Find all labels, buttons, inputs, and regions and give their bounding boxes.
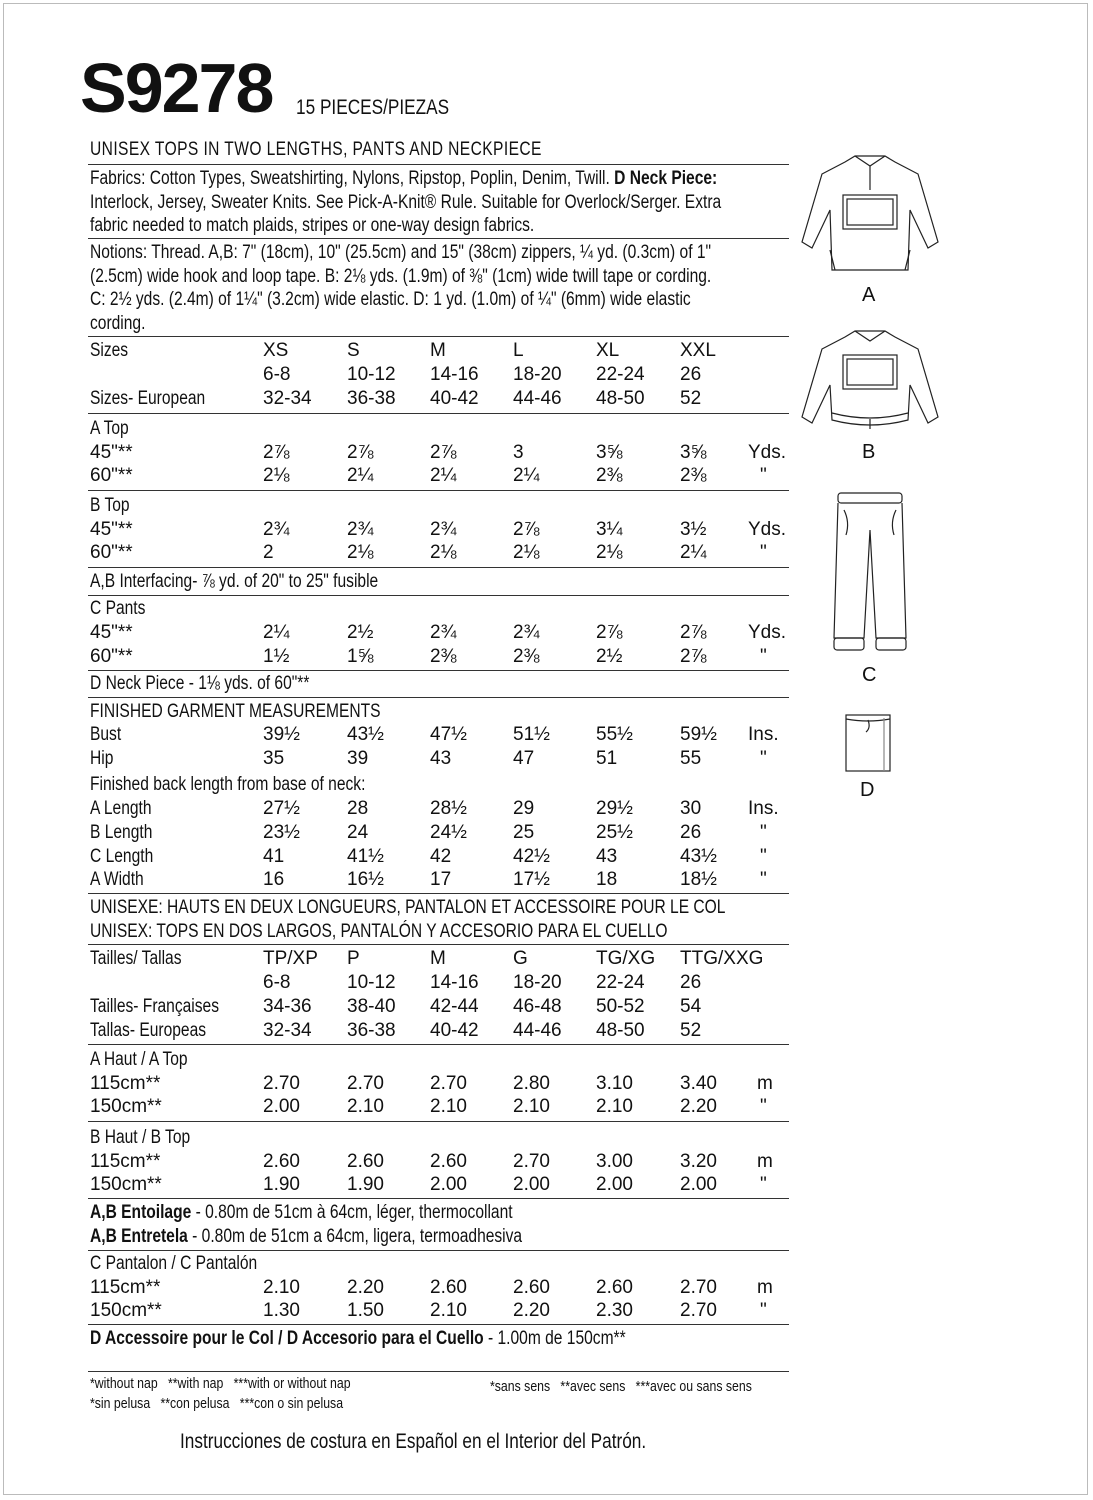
divider: [88, 1324, 789, 1325]
a-top-45-row: 45"** 2⅞ 2⅞ 2⅞ 3 3⅝ 3⅝ Yds.: [90, 442, 787, 463]
c-pants-heading: C Pants: [90, 598, 146, 619]
view-c-pants-illustration: [830, 490, 910, 660]
view-label-a: A: [862, 284, 876, 306]
metric-a-top-150-row: 150cm** 2.00 2.10 2.10 2.10 2.10 2.20 ": [90, 1096, 767, 1117]
view-label-b: B: [862, 441, 876, 463]
neck-piece-row: D Neck Piece - 1⅛ yds. of 60"**: [90, 673, 310, 694]
metric-numbers-row: 6-8 10-12 14-16 18-20 22-24 26: [263, 972, 702, 993]
bust-row: Bust 39½ 43½ 47½ 51½ 55½ 59½ Ins.: [90, 724, 779, 745]
metric-b-top-115-row: 115cm** 2.60 2.60 2.60 2.70 3.00 3.20 m: [90, 1151, 773, 1172]
divider: [88, 490, 789, 491]
view-label-d: D: [860, 779, 875, 801]
sizes-number-row: 6-8 10-12 14-16 18-20 22-24 26: [263, 364, 702, 385]
notions-block: Notions: Thread. A,B: 7" (18cm), 10" (25.5cm) and 15" (38cm) zippers, ¼ yd. (0.3cm) of 1" (2.5cm) wide hook and loop tape. B: 2⅛ yds. (1.9m) of ⅜" (1cm) wide twill tape or cording. C: 2½ yds. (2.4m) of 1¼" (3.2cm) wide elastic. D: 1 yd. (1.0m) of ¼" (6mm) wide elastic cording.: [90, 242, 712, 334]
divider: [88, 567, 789, 568]
metric-c-pants-115-row: 115cm** 2.10 2.20 2.60 2.60 2.60 2.70 m: [90, 1277, 773, 1298]
neck-accessory-row: D Accessoire pour le Col / D Accesorio para el Cuello - 1.00m de 150cm**: [90, 1328, 626, 1349]
metric-sizes-row: Tailles/ Tallas TP/XP P M G TG/XG TTG/XXG: [90, 948, 764, 969]
divider: [88, 336, 789, 337]
a-top-heading: A Top: [90, 418, 129, 439]
hip-row: Hip 35 39 43 47 51 55 ": [90, 748, 767, 769]
entretela-row: A,B Entretela - 0.80m de 51cm a 64cm, ligera, termoadhesiva: [90, 1226, 523, 1247]
back-length-heading: Finished back length from base of neck:: [90, 774, 366, 795]
sizes-row: Sizes XS S M L XL XXL: [90, 340, 716, 361]
b-top-60-row: 60"** 2 2⅛ 2⅛ 2⅛ 2⅛ 2¼ ": [90, 542, 767, 563]
divider: [88, 595, 789, 596]
fabrics-block: Fabrics: Cotton Types, Sweatshirting, Nylons, Ripstop, Poplin, Denim, Twill. D Neck Piece: Interlock, Jersey, Sweater Knits. See Pick-A-Knit® Rule. Suitable for Overlock/Serger. Extra fabric needed to match plaids, stripes or one-way design fabrics.: [90, 168, 722, 236]
divider: [88, 1044, 789, 1045]
metric-b-top-150-row: 150cm** 1.90 1.90 2.00 2.00 2.00 2.00 ": [90, 1174, 767, 1195]
b-length-row: B Length 23½ 24 24½ 25 25½ 26 ": [90, 822, 767, 843]
spanish-instructions-note: Instrucciones de costura en Español en el Interior del Patrón.: [180, 1430, 647, 1453]
a-width-row: A Width 16 16½ 17 17½ 18 18½ ": [90, 869, 767, 890]
b-top-heading: B Top: [90, 495, 130, 516]
divider: [88, 238, 789, 239]
view-label-c: C: [862, 664, 877, 686]
divider: [88, 1250, 789, 1251]
piece-count: 15 PIECES/PIEZAS: [296, 96, 450, 119]
divider: [88, 1371, 789, 1372]
entoilage-row: A,B Entoilage - 0.80m de 51cm à 64cm, léger, thermocollant: [90, 1202, 513, 1223]
view-a-top-illustration: [800, 150, 940, 280]
view-b-top-illustration: [800, 325, 940, 435]
metric-title-es: UNISEX: TOPS EN DOS LARGOS, PANTALÓN Y ACCESORIO PARA EL CUELLO: [90, 921, 668, 942]
divider: [88, 1121, 789, 1122]
finished-heading: FINISHED GARMENT MEASUREMENTS: [90, 701, 381, 722]
metric-c-pants-150-row: 150cm** 1.30 1.50 2.10 2.20 2.30 2.70 ": [90, 1300, 767, 1321]
divider: [88, 1198, 789, 1199]
divider: [88, 164, 789, 165]
view-d-neckpiece-illustration: [840, 710, 900, 780]
metric-b-top-heading: B Haut / B Top: [90, 1127, 191, 1148]
footnotes-en: *without nap **with nap ***with or without nap: [90, 1375, 351, 1392]
b-top-45-row: 45"** 2¾ 2¾ 2¾ 2⅞ 3¼ 3½ Yds.: [90, 519, 787, 540]
tailles-francaises-row: Tailles- Françaises 34-36 38-40 42-44 46-48 50-52 54: [90, 996, 702, 1017]
divider: [88, 413, 789, 414]
a-top-60-row: 60"** 2⅛ 2¼ 2¼ 2¼ 2⅜ 2⅜ ": [90, 465, 767, 486]
metric-c-pants-heading: C Pantalon / C Pantalón: [90, 1253, 258, 1274]
divider: [88, 670, 789, 671]
a-length-row: A Length 27½ 28 28½ 29 29½ 30 Ins.: [90, 798, 779, 819]
interfacing-row: A,B Interfacing- ⅞ yd. of 20" to 25" fusible: [90, 571, 379, 592]
pattern-title: UNISEX TOPS IN TWO LENGTHS, PANTS AND NECKPIECE: [90, 139, 542, 160]
c-length-row: C Length 41 41½ 42 42½ 43 43½ ": [90, 846, 767, 867]
sizes-european-row: Sizes- European 32-34 36-38 40-42 44-46 48-50 52: [90, 388, 702, 409]
metric-a-top-115-row: 115cm** 2.70 2.70 2.70 2.80 3.10 3.40 m: [90, 1073, 773, 1094]
tallas-europeas-row: Tallas- Europeas 32-34 36-38 40-42 44-46 48-50 52: [90, 1020, 702, 1041]
footnotes-fr: *sans sens **avec sens ***avec ou sans sens: [490, 1378, 752, 1395]
divider: [88, 697, 789, 698]
c-pants-60-row: 60"** 1½ 1⅝ 2⅜ 2⅜ 2½ 2⅞ ": [90, 646, 767, 667]
metric-title-fr: UNISEXE: HAUTS EN DEUX LONGUEURS, PANTALON ET ACCESSOIRE POUR LE COL: [90, 897, 726, 918]
c-pants-45-row: 45"** 2¼ 2½ 2¾ 2¾ 2⅞ 2⅞ Yds.: [90, 622, 787, 643]
divider: [88, 893, 789, 894]
divider: [88, 944, 789, 945]
metric-a-top-heading: A Haut / A Top: [90, 1049, 188, 1070]
footnotes-es: *sin pelusa **con pelusa ***con o sin pelusa: [90, 1395, 344, 1412]
pattern-number: S9278: [80, 49, 273, 127]
